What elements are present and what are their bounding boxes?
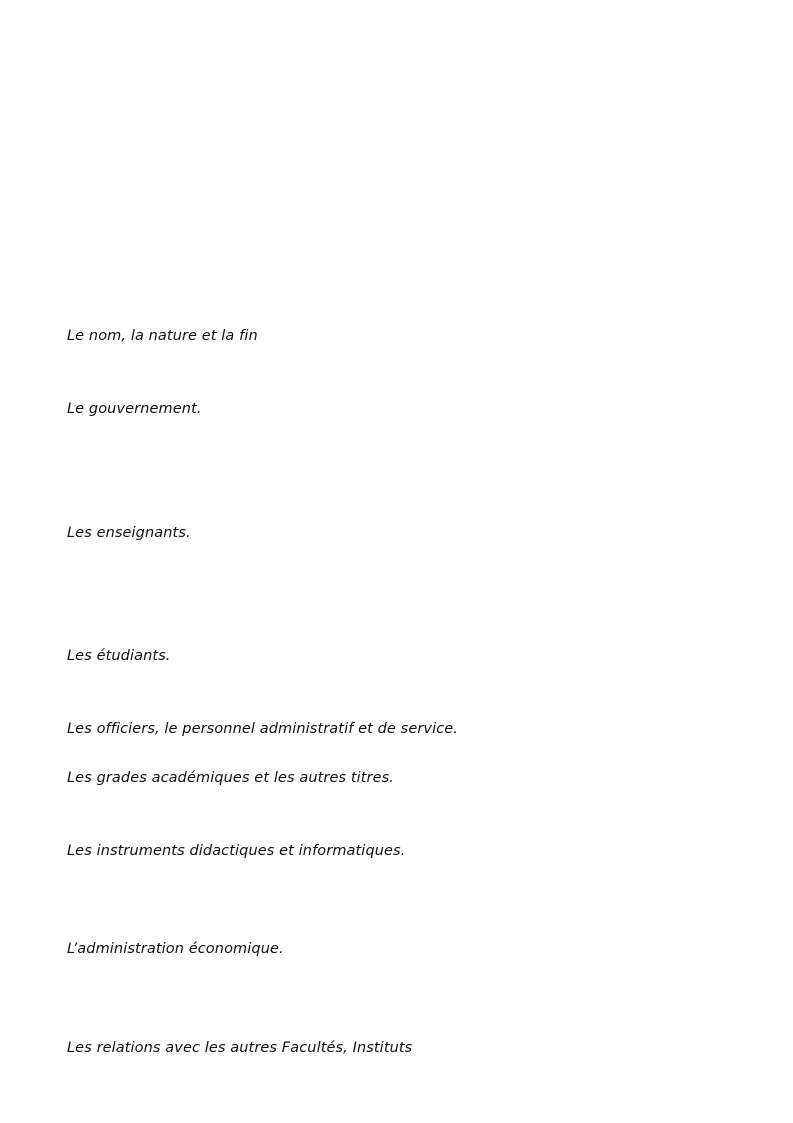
section-heading-didactic-instruments: Les instruments didactiques et informatiques. (67, 843, 406, 859)
section-heading-relations: Les relations avec les autres Facultés, Instituts (67, 1040, 413, 1056)
section-heading-government: Le gouvernement. (67, 401, 202, 417)
section-heading-name-nature-purpose: Le nom, la nature et la fin (67, 328, 258, 344)
section-heading-students: Les étudiants. (67, 648, 171, 664)
section-heading-economic-administration: L’administration économique. (67, 941, 284, 957)
section-heading-academic-degrees: Les grades académiques et les autres titres. (67, 770, 394, 786)
section-heading-teachers: Les enseignants. (67, 525, 191, 541)
section-heading-officers-staff: Les officiers, le personnel administratif et de service. (67, 721, 459, 737)
